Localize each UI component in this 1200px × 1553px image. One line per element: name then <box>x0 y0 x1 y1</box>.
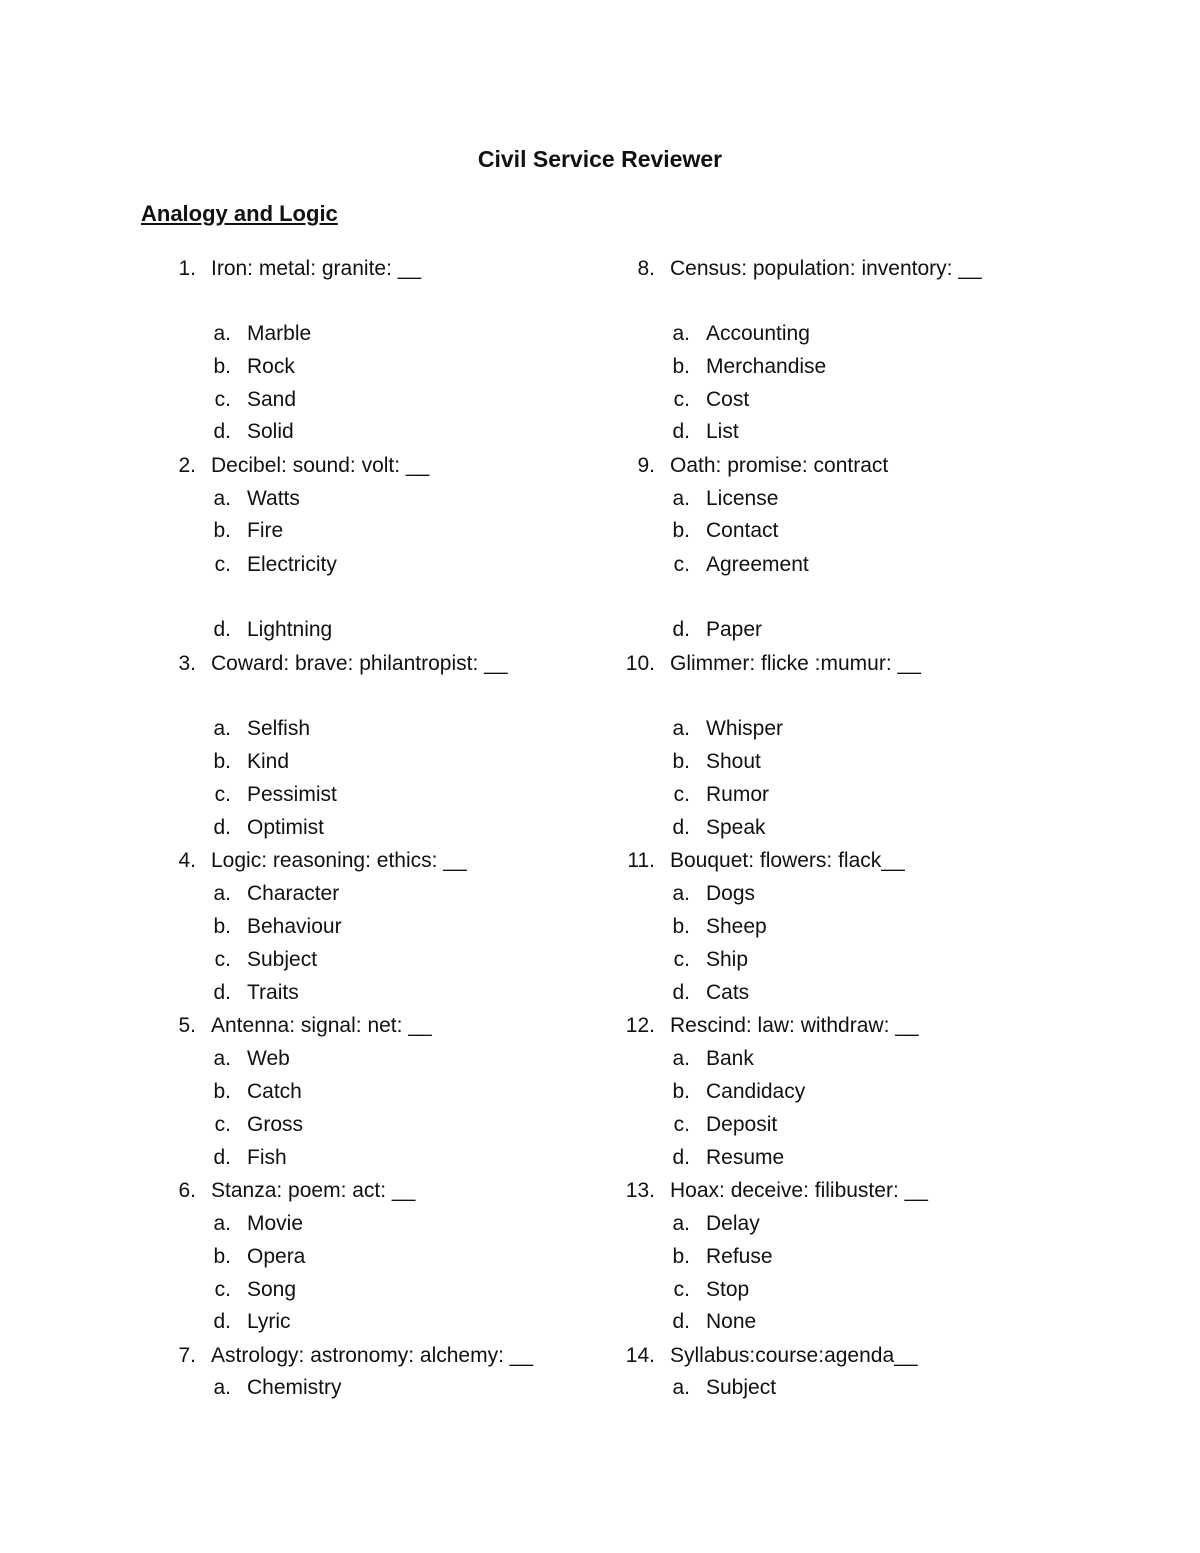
option-text: Lyric <box>247 1310 291 1333</box>
option-text: Solid <box>247 420 294 443</box>
option-letter: d. <box>672 420 690 443</box>
option-letter: a. <box>213 717 231 740</box>
option-letter: d. <box>213 816 231 839</box>
question-number: 7. <box>178 1344 196 1367</box>
option-text: Lightning <box>247 618 333 641</box>
option-text: Accounting <box>706 322 810 345</box>
option-letter: b. <box>213 750 231 773</box>
option-text: Electricity <box>247 553 337 576</box>
option-letter: b. <box>672 355 690 378</box>
option-text: Rumor <box>706 783 770 806</box>
option-text: Deposit <box>706 1113 778 1136</box>
option-text: Candidacy <box>706 1080 806 1103</box>
option-text: Behaviour <box>247 915 342 938</box>
option-letter: a. <box>672 1376 690 1399</box>
option-letter: d. <box>672 816 690 839</box>
question-number: 1. <box>178 257 196 280</box>
option-text: Cost <box>706 388 750 411</box>
option-letter: d. <box>672 1310 690 1333</box>
question-text: Census: population: inventory: __ <box>670 257 982 280</box>
option-text: Paper <box>706 618 763 641</box>
question-number: 9. <box>637 454 655 477</box>
option-text: Selfish <box>247 717 311 740</box>
option-text: Marble <box>247 322 312 345</box>
option-text: Sand <box>247 388 297 411</box>
option-text: Gross <box>247 1113 304 1136</box>
page-title: Civil Service Reviewer <box>477 146 723 172</box>
option-letter: b. <box>672 1245 690 1268</box>
option-letter: a. <box>672 487 690 510</box>
option-text: Web <box>247 1047 290 1070</box>
option-letter: a. <box>213 487 231 510</box>
question-number: 13. <box>625 1179 655 1202</box>
question-text: Decibel: sound: volt: __ <box>211 454 430 477</box>
question-number: 2. <box>178 454 196 477</box>
option-letter: c. <box>214 783 231 806</box>
option-text: Whisper <box>706 717 784 740</box>
option-letter: c. <box>673 1113 690 1136</box>
option-letter: c. <box>673 783 690 806</box>
option-letter: a. <box>213 322 231 345</box>
option-text: Cats <box>706 981 750 1004</box>
option-text: Traits <box>247 981 299 1004</box>
question-text: Iron: metal: granite: __ <box>211 257 422 280</box>
question-number: 4. <box>178 849 196 872</box>
option-text: Stop <box>706 1278 750 1301</box>
option-text: Catch <box>247 1080 302 1103</box>
option-text: Movie <box>247 1212 304 1235</box>
option-letter: a. <box>213 882 231 905</box>
option-letter: d. <box>213 981 231 1004</box>
option-letter: c. <box>673 388 690 411</box>
question-text: Glimmer: flicke :mumur: __ <box>670 652 921 675</box>
option-text: License <box>706 487 779 510</box>
question-number: 5. <box>178 1014 196 1037</box>
question-number: 14. <box>625 1344 655 1367</box>
option-letter: b. <box>213 519 231 542</box>
question-number: 8. <box>637 257 655 280</box>
question-text: Oath: promise: contract <box>670 454 889 477</box>
option-text: Watts <box>247 487 300 510</box>
question-text: Antenna: signal: net: __ <box>211 1014 432 1037</box>
option-text: None <box>706 1310 757 1333</box>
question-number: 10. <box>625 652 655 675</box>
option-text: Merchandise <box>706 355 827 378</box>
option-letter: b. <box>672 519 690 542</box>
question-text: Syllabus:course:agenda__ <box>670 1344 918 1367</box>
option-text: Delay <box>706 1212 760 1235</box>
question-text: Rescind: law: withdraw: __ <box>670 1014 919 1037</box>
option-letter: a. <box>672 1212 690 1235</box>
option-letter: d. <box>213 1310 231 1333</box>
option-text: Bank <box>706 1047 754 1070</box>
option-letter: d. <box>213 1146 231 1169</box>
option-text: List <box>706 420 739 443</box>
option-text: Chemistry <box>247 1376 342 1399</box>
option-letter: a. <box>672 717 690 740</box>
option-text: Song <box>247 1278 297 1301</box>
option-text: Contact <box>706 519 779 542</box>
option-letter: a. <box>672 322 690 345</box>
question-text: Logic: reasoning: ethics: __ <box>211 849 467 872</box>
option-text: Character <box>247 882 340 905</box>
option-letter: c. <box>214 1113 231 1136</box>
option-text: Kind <box>247 750 290 773</box>
question-number: 6. <box>178 1179 196 1202</box>
option-text: Optimist <box>247 816 325 839</box>
option-letter: c. <box>214 553 231 576</box>
section-heading: Analogy and Logic <box>141 201 338 226</box>
question-text: Bouquet: flowers: flack__ <box>670 849 905 872</box>
option-letter: b. <box>213 1080 231 1103</box>
option-letter: b. <box>672 915 690 938</box>
option-text: Ship <box>706 948 749 971</box>
option-letter: d. <box>213 420 231 443</box>
option-letter: a. <box>213 1212 231 1235</box>
option-letter: c. <box>214 1278 231 1301</box>
question-number: 3. <box>178 652 196 675</box>
option-letter: c. <box>673 948 690 971</box>
option-text: Fish <box>247 1146 287 1169</box>
question-text: Astrology: astronomy: alchemy: __ <box>211 1344 534 1367</box>
question-text: Coward: brave: philantropist: __ <box>211 652 508 675</box>
option-letter: b. <box>213 1245 231 1268</box>
option-text: Rock <box>247 355 295 378</box>
question-number: 11. <box>627 849 655 872</box>
option-letter: a. <box>672 1047 690 1070</box>
option-letter: a. <box>213 1047 231 1070</box>
option-text: Agreement <box>706 553 809 576</box>
option-text: Subject <box>706 1376 777 1399</box>
option-letter: b. <box>672 1080 690 1103</box>
option-text: Pessimist <box>247 783 337 806</box>
option-letter: b. <box>672 750 690 773</box>
question-number: 12. <box>625 1014 655 1037</box>
option-letter: d. <box>672 618 690 641</box>
option-letter: b. <box>213 915 231 938</box>
option-text: Refuse <box>706 1245 773 1268</box>
option-text: Resume <box>706 1146 785 1169</box>
option-letter: d. <box>672 981 690 1004</box>
option-letter: c. <box>214 388 231 411</box>
option-text: Shout <box>706 750 761 773</box>
option-letter: b. <box>213 355 231 378</box>
option-text: Sheep <box>706 915 767 938</box>
option-text: Opera <box>247 1245 306 1268</box>
option-letter: d. <box>672 1146 690 1169</box>
question-text: Hoax: deceive: filibuster: __ <box>670 1179 928 1202</box>
option-text: Speak <box>706 816 766 839</box>
option-letter: c. <box>673 553 690 576</box>
question-text: Stanza: poem: act: __ <box>211 1179 416 1202</box>
option-letter: d. <box>213 618 231 641</box>
option-text: Dogs <box>706 882 756 905</box>
option-text: Fire <box>247 519 284 542</box>
option-letter: c. <box>673 1278 690 1301</box>
option-letter: a. <box>672 882 690 905</box>
option-letter: c. <box>214 948 231 971</box>
option-letter: a. <box>213 1376 231 1399</box>
option-text: Subject <box>247 948 318 971</box>
